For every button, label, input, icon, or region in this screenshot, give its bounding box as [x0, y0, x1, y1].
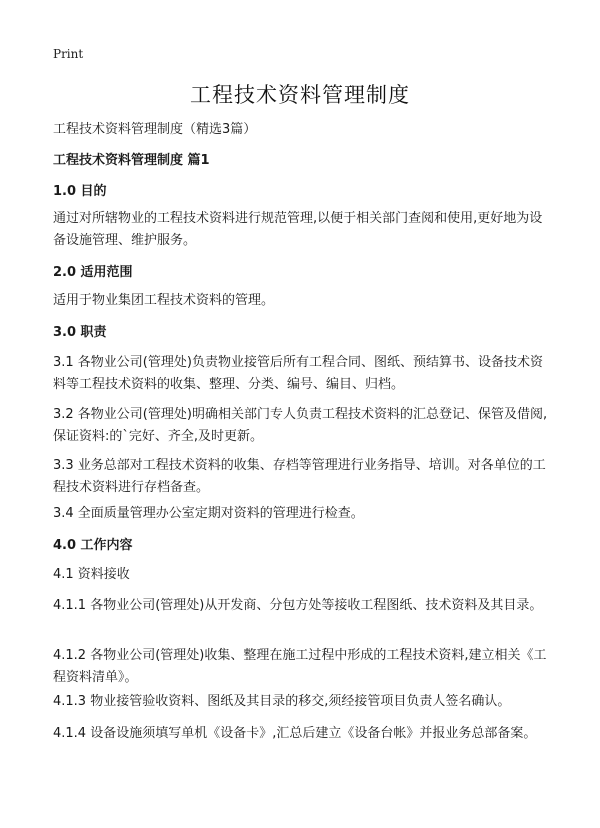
subsection-receiving: 4.1 资料接收: [53, 567, 130, 582]
paragraph-work-4-1-4: 4.1.4 设备设施须填写单机《设备卡》,汇总后建立《设备台帐》并报业务总部备案。: [53, 726, 537, 741]
paragraph-duty-3-3: 3.3 业务总部对工程技术资料的收集、存档等管理进行业务指导、培训。对各单位的工程技术资料进行存档备查。: [53, 458, 546, 495]
document-subtitle: 工程技术资料管理制度（精选3篇）: [53, 122, 257, 137]
section-title: 工程技术资料管理制度 篇1: [53, 153, 210, 168]
paragraph-duty-3-4: 3.4 全面质量管理办公室定期对资料的管理进行检查。: [53, 506, 364, 521]
paragraph-duty-3-1: 3.1 各物业公司(管理处)负责物业接管后所有工程合同、图纸、预结算书、设备技术资料等工程技术资料的收集、整理、分类、编号、编目、归档。: [53, 355, 543, 392]
paragraph-work-4-1-3: 4.1.3 物业接管验收资料、图纸及其目录的移交,须经接管项目负责人签名确认。: [53, 694, 511, 709]
page-title: 工程技术资料管理制度: [190, 83, 410, 107]
paragraph-purpose: 通过对所辖物业的工程技术资料进行规范管理,以便于相关部门查阅和使用,更好地为设备设施管理、维护服务。: [53, 211, 543, 248]
print-label: Print: [53, 47, 84, 61]
section-heading-purpose: 1.0 目的: [53, 184, 107, 199]
paragraph-duty-3-2: 3.2 各物业公司(管理处)明确相关部门专人负责工程技术资料的汇总登记、保管及借阅,保证资料:的`完好、齐全,及时更新。: [53, 407, 548, 444]
paragraph-work-4-1-1: 4.1.1 各物业公司(管理处)从开发商、分包方处等接收工程图纸、技术资料及其目录。: [53, 598, 543, 613]
section-heading-duties: 3.0 职责: [53, 325, 107, 340]
paragraph-scope: 适用于物业集团工程技术资料的管理。: [53, 293, 275, 308]
paragraph-work-4-1-2: 4.1.2 各物业公司(管理处)收集、整理在施工过程中形成的工程技术资料,建立相关《工程资料清单》。: [53, 648, 547, 685]
section-heading-scope: 2.0 适用范围: [53, 265, 133, 280]
section-heading-work: 4.0 工作内容: [53, 538, 133, 553]
